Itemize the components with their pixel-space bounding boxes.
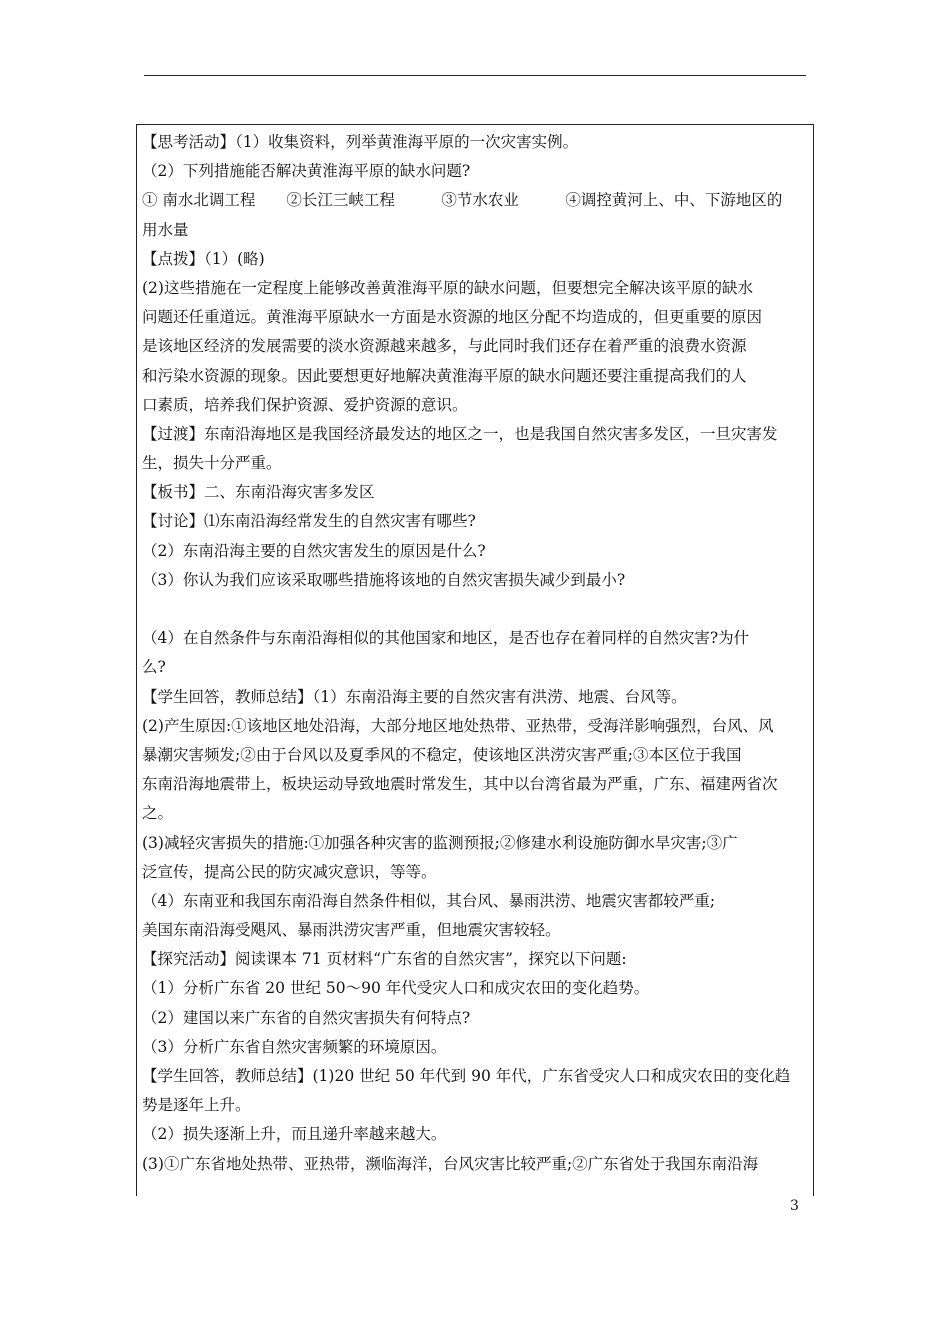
text-line: 泛宣传，提高公民的防灾减灾意识，等等。 <box>142 862 437 881</box>
text-line: （2）损失逐渐上升，而且递升率越来越大。 <box>142 1125 447 1144</box>
text-line: (2)产生原因:①该地区地处沿海，大部分地区地处热带、亚热带，受海洋影响强烈，台风、风 <box>142 716 774 735</box>
text-line: 美国东南沿海受飓风、暴雨洪涝灾害严重，但地震灾害较轻。 <box>142 921 561 940</box>
text-line: 么? <box>142 658 166 677</box>
text-line: 【板书】二、东南沿海灾害多发区 <box>142 483 375 502</box>
text-line: 【学生回答，教师总结】（1）东南沿海主要的自然灾害有洪涝、地震、台风等。 <box>142 687 687 706</box>
text-line: 东南沿海地震带上，板块运动导致地震时常发生，其中以台湾省最为严重，广东、福建两省次 <box>142 775 778 794</box>
text-line: （1）分析广东省 20 世纪 50～90 年代受灾人口和成灾农田的变化趋势。 <box>142 979 650 998</box>
text-line: (2)这些措施在一定程度上能够改善黄淮海平原的缺水问题，但要想完全解决该平原的缺水 <box>142 278 753 297</box>
page-number: 3 <box>790 1198 799 1214</box>
text-line: 【思考活动】（1）收集资料，列举黄淮海平原的一次灾害实例。 <box>142 133 579 151</box>
content-table-cell <box>136 124 814 1196</box>
text-line: 问题还任重道远。黄淮海平原缺水一方面是水资源的地区分配不均造成的，但更重要的原因 <box>142 308 763 327</box>
text-line: （3）你认为我们应该采取哪些措施将该地的自然灾害损失减少到最小? <box>142 570 626 589</box>
text-line: 暴潮灾害频发;②由于台风以及夏季风的不稳定，使该地区洪涝灾害严重;③本区位于我国 <box>142 745 742 764</box>
text-line: ① 南水北调工程 ②长江三峡工程 ③节水农业 ④调控黄河上、中、下游地区的 <box>142 191 783 210</box>
text-line: 势是逐年上升。 <box>142 1096 251 1115</box>
text-line: 【学生回答，教师总结】(1)20 世纪 50 年代到 90 年代，广东省受灾人口和成灾农田的变化趋 <box>142 1067 791 1085</box>
text-line: 【讨论】⑴东南沿海经常发生的自然灾害有哪些? <box>142 512 476 531</box>
text-line: （2）下列措施能否解决黄淮海平原的缺水问题? <box>142 162 471 181</box>
text-line: 【探究活动】阅读课本 71 页材料“广东省的自然灾害”，探究以下问题: <box>142 950 627 969</box>
text-line: (3)①广东省地处热带、亚热带，濒临海洋，台风灾害比较严重;②广东省处于我国东南沿海 <box>142 1154 759 1173</box>
text-line: 【点拨】（1）(略) <box>142 249 265 268</box>
header-rule <box>144 75 806 76</box>
text-line: 和污染水资源的现象。因此要想更好地解决黄淮海平原的缺水问题还要注重提高我们的人 <box>142 366 747 385</box>
text-line: （2）建国以来广东省的自然灾害损失有何特点? <box>142 1008 471 1027</box>
text-line: 是该地区经济的发展需要的淡水资源越来越多，与此同时我们还存在着严重的浪费水资源 <box>142 337 747 356</box>
text-lines <box>142 128 810 1179</box>
text-line: （4）在自然条件与东南沿海相似的其他国家和地区，是否也存在着同样的自然灾害?为什 <box>142 629 750 648</box>
text-line: （4）东南亚和我国东南沿海自然条件相似，其台风、暴雨洪涝、地震灾害都较严重; <box>142 891 716 910</box>
text-line: 用水量 <box>142 220 189 239</box>
text-line: 生，损失十分严重。 <box>142 454 282 473</box>
text-line: （3）分析广东省自然灾害频繁的环境原因。 <box>142 1037 447 1056</box>
text-line: 【过渡】东南沿海地区是我国经济最发达的地区之一，也是我国自然灾害多发区，一旦灾害发 <box>142 424 778 443</box>
text-line: （2）东南沿海主要的自然灾害发生的原因是什么? <box>142 541 486 560</box>
text-line: (3)减轻灾害损失的措施:①加强各种灾害的监测预报;②修建水利设施防御水旱灾害;③广 <box>142 833 738 852</box>
text-line <box>142 595 810 624</box>
text-line: 口素质，培养我们保护资源、爱护资源的意识。 <box>142 395 468 414</box>
text-line: 之。 <box>142 804 174 823</box>
